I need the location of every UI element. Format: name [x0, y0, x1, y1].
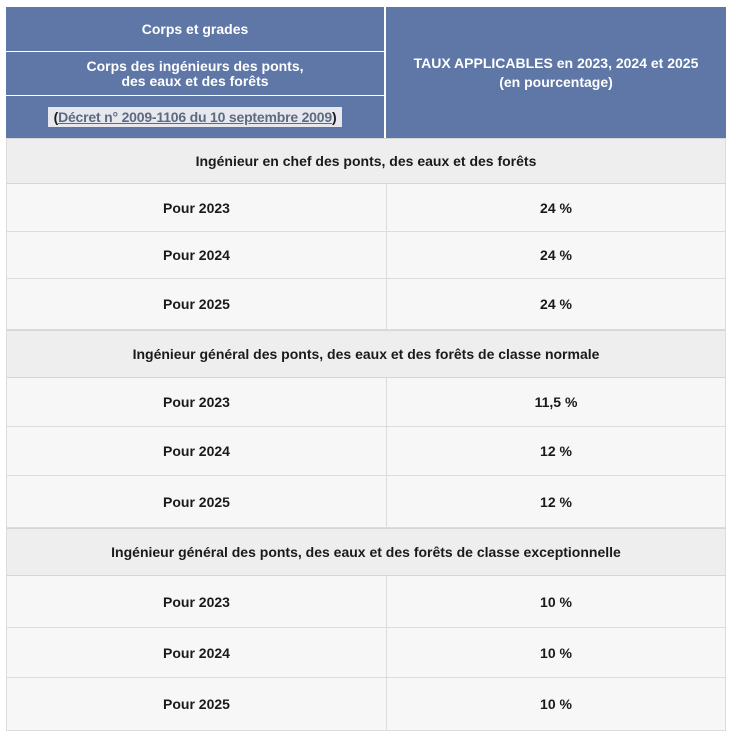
table-row — [7, 184, 725, 232]
decree-link[interactable]: Décret n° 2009-1106 du 10 septembre 2009 — [58, 109, 332, 125]
year-cell: Pour 2025 — [7, 279, 387, 329]
table-row — [7, 232, 725, 279]
header-decree-row — [6, 96, 384, 138]
rate-cell: 12 % — [540, 443, 572, 459]
rates-table — [6, 7, 726, 731]
taux-label-line2: (en pourcentage) — [499, 73, 613, 90]
section-ingenieur-general-classe-exceptionnelle — [6, 528, 726, 731]
table-row — [7, 678, 725, 731]
table-header — [6, 7, 726, 138]
rate-cell: 24 % — [540, 199, 572, 216]
rate-cell: 10 % — [540, 696, 572, 712]
decree-reference — [48, 107, 343, 127]
year-cell: Pour 2023 — [7, 184, 387, 231]
rate-cell: 10 % — [540, 644, 572, 661]
taux-label-line1: TAUX APPLICABLES en 2023, 2024 et 2025 — [413, 54, 699, 71]
year-cell: Pour 2023 — [7, 378, 387, 426]
header-corps-name — [6, 52, 384, 96]
table-row — [7, 378, 725, 427]
table-row — [7, 279, 725, 330]
rate-cell: 24 % — [540, 247, 572, 263]
decree-open-paren: ( — [53, 109, 59, 125]
rate-cell: 12 % — [540, 493, 572, 510]
year-cell: Pour 2024 — [7, 628, 387, 677]
section-ingenieur-general-classe-normale — [6, 330, 726, 528]
corps-name-line2: des eaux et des forêts — [121, 72, 269, 89]
table-row — [7, 576, 725, 628]
rate-cell: 24 % — [540, 296, 572, 312]
section-ingenieur-en-chef — [6, 138, 726, 330]
year-cell: Pour 2023 — [7, 576, 387, 627]
rate-cell: 10 % — [540, 593, 572, 610]
year-cell: Pour 2025 — [7, 476, 387, 527]
header-taux-column — [386, 7, 726, 138]
table-row — [7, 476, 725, 528]
section-title: Ingénieur en chef des ponts, des eaux et des forêts — [7, 138, 725, 184]
corps-et-grades-label: Corps et grades — [141, 21, 249, 37]
corps-name-line1: Corps des ingénieurs des ponts, — [86, 57, 304, 74]
year-cell: Pour 2024 — [7, 232, 387, 278]
rate-cell: 11,5 % — [534, 394, 578, 410]
table-row — [7, 628, 725, 678]
table-row — [7, 427, 725, 476]
section-title: Ingénieur général des ponts, des eaux et des forêts de classe normale — [7, 330, 725, 378]
header-left-column — [6, 7, 384, 138]
section-title: Ingénieur général des ponts, des eaux et des forêts de classe exceptionnelle — [7, 528, 725, 576]
header-corps-et-grades — [6, 7, 384, 52]
year-cell: Pour 2024 — [7, 427, 387, 475]
year-cell: Pour 2025 — [7, 678, 387, 730]
decree-close-paren: ) — [331, 109, 337, 125]
